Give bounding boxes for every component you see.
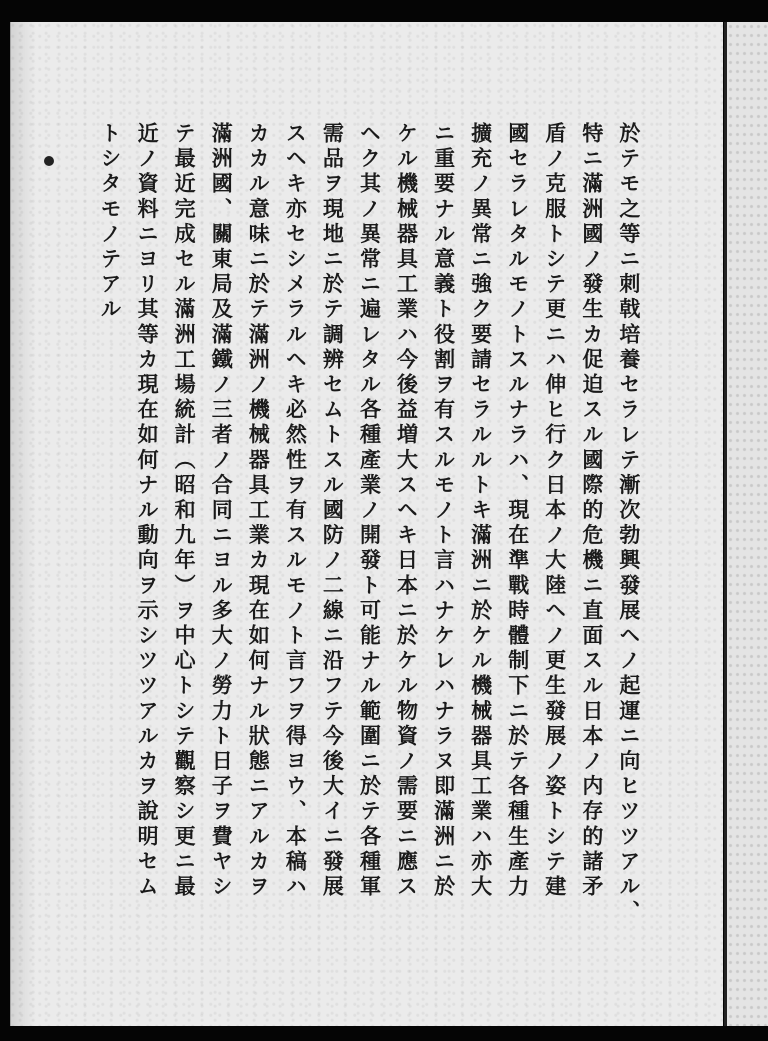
binding-shadow (10, 22, 36, 1026)
text-column-13: テ最近完成セル滿洲工場統計（昭和九年）ヲ中心トシテ觀察シ更ニ最 (172, 122, 198, 901)
vertical-text-block (100, 122, 640, 962)
text-column-9: 需品ヲ現地ニ於テ調辨セムトスル國防ノ二線ニ沿フテ今後大イニ發展 (320, 122, 346, 901)
text-column-2: 特ニ滿洲國ノ發生カ促迫スル國際的危機ニ直面スル日本ノ内存的諸矛 (579, 122, 605, 901)
text-column-8: ヘク其ノ異常ニ遍レタル各種產業ノ開發ト可能ナル範圍ニ於テ各種軍 (357, 122, 383, 901)
adjacent-page-edge (724, 22, 768, 1026)
text-column-10: スヘキ亦セシメラルヘキ必然性ヲ有スルモノト言フヲ得ヨウ、本稿ハ (283, 122, 309, 901)
text-column-12: 滿洲國、關東局及滿鐵ノ三者ノ合同ニヨル多大ノ勞力ト日子ヲ費ヤシ (209, 122, 235, 901)
text-column-1: 於テモ之等ニ刺戟培養セラレテ漸次勃興發展ヘノ起運ニ向ヒツツアル、 (616, 122, 642, 926)
text-column-15: トシタモノテアル (98, 122, 123, 323)
text-column-7: ケル機械器具工業ハ今後益増大スヘキ日本ニ於ケル物資ノ需要ニ應ス (394, 122, 420, 901)
text-column-6: ニ重要ナル意義ト役割ヲ有スルモノト言ハナケレハナラヌ即滿洲ニ於 (431, 122, 457, 901)
text-column-5: 擴充ノ異常ニ強ク要請セラルルトキ滿洲ニ於ケル機械器具工業ハ亦大 (468, 122, 494, 901)
text-column-3: 盾ノ克服トシテ更ニハ伸ヒ行ク日本ノ大陸ヘノ更生發展ノ姿トシテ建 (542, 122, 568, 901)
ink-blot (44, 156, 54, 166)
text-column-14: 近ノ資料ニヨリ其等カ現在如何ナル動向ヲ示シツツアルカヲ說明セム (135, 122, 161, 901)
text-column-4: 國セラレタルモノトスルナラハ、現在準戰時體制下ニ於テ各種生產力 (505, 122, 531, 901)
text-column-11: カカル意味ニ於テ滿洲ノ機械器具工業カ現在如何ナル狀態ニアルカヲ (246, 122, 272, 901)
